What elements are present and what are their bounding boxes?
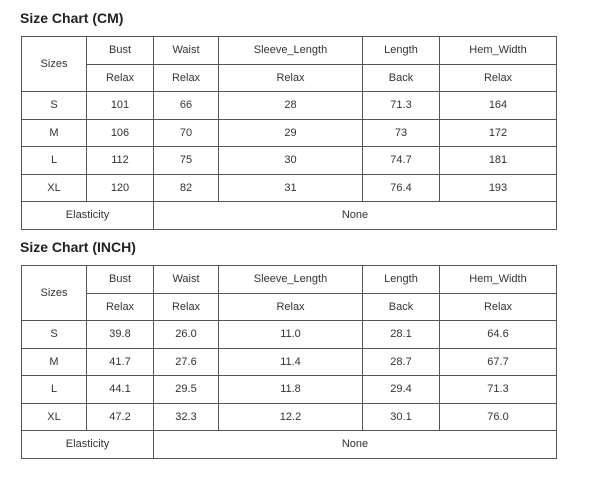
table-row xyxy=(22,348,557,376)
bust-value: 44.1 xyxy=(87,376,154,404)
table-row xyxy=(22,376,557,404)
bust-value: 120 xyxy=(87,174,154,202)
table-row xyxy=(22,403,557,431)
waist-value: 75 xyxy=(154,147,219,175)
column-header-sleeve-length: Sleeve_Length xyxy=(219,266,363,294)
length-value: 30.1 xyxy=(363,403,440,431)
length-value: 28.1 xyxy=(363,321,440,349)
waist-value: 26.0 xyxy=(154,321,219,349)
column-header-hem-width: Hem_Width xyxy=(440,37,557,65)
column-header-bust: Bust xyxy=(87,37,154,65)
length-value: 29.4 xyxy=(363,376,440,404)
hem-width-value: 181 xyxy=(440,147,557,175)
table-header-row xyxy=(22,266,557,294)
size-chart-inch-title: Size Chart (INCH) xyxy=(20,239,136,255)
length-value: 71.3 xyxy=(363,92,440,120)
hem-width-value: 172 xyxy=(440,119,557,147)
subheader-length: Back xyxy=(363,293,440,321)
sleeve-length-value: 12.2 xyxy=(219,403,363,431)
bust-value: 101 xyxy=(87,92,154,120)
bust-value: 112 xyxy=(87,147,154,175)
subheader-hem-width: Relax xyxy=(440,64,557,92)
column-header-sleeve-length: Sleeve_Length xyxy=(219,37,363,65)
subheader-waist: Relax xyxy=(154,64,219,92)
elasticity-value: None xyxy=(154,431,557,459)
sleeve-length-value: 11.8 xyxy=(219,376,363,404)
sizes-header: Sizes xyxy=(22,266,87,321)
elasticity-value: None xyxy=(154,202,557,230)
table-header-row xyxy=(22,37,557,65)
sleeve-length-value: 31 xyxy=(219,174,363,202)
waist-value: 27.6 xyxy=(154,348,219,376)
table-subheader-row xyxy=(22,64,557,92)
size-label: M xyxy=(22,348,87,376)
hem-width-value: 76.0 xyxy=(440,403,557,431)
size-chart-cm-table xyxy=(21,36,557,230)
waist-value: 29.5 xyxy=(154,376,219,404)
hem-width-value: 164 xyxy=(440,92,557,120)
size-label: S xyxy=(22,321,87,349)
subheader-hem-width: Relax xyxy=(440,293,557,321)
elasticity-row xyxy=(22,202,557,230)
size-label: XL xyxy=(22,174,87,202)
sleeve-length-value: 11.0 xyxy=(219,321,363,349)
size-label: L xyxy=(22,147,87,175)
length-value: 28.7 xyxy=(363,348,440,376)
sleeve-length-value: 28 xyxy=(219,92,363,120)
size-label: L xyxy=(22,376,87,404)
subheader-sleeve-length: Relax xyxy=(219,293,363,321)
subheader-bust: Relax xyxy=(87,293,154,321)
column-header-bust: Bust xyxy=(87,266,154,294)
sleeve-length-value: 29 xyxy=(219,119,363,147)
subheader-waist: Relax xyxy=(154,293,219,321)
size-chart-inch-table xyxy=(21,265,557,459)
waist-value: 70 xyxy=(154,119,219,147)
size-label: S xyxy=(22,92,87,120)
subheader-bust: Relax xyxy=(87,64,154,92)
size-chart-cm-title: Size Chart (CM) xyxy=(20,10,124,26)
table-row xyxy=(22,174,557,202)
column-header-length: Length xyxy=(363,266,440,294)
bust-value: 41.7 xyxy=(87,348,154,376)
length-value: 73 xyxy=(363,119,440,147)
sleeve-length-value: 11.4 xyxy=(219,348,363,376)
waist-value: 32.3 xyxy=(154,403,219,431)
sleeve-length-value: 30 xyxy=(219,147,363,175)
hem-width-value: 193 xyxy=(440,174,557,202)
bust-value: 47.2 xyxy=(87,403,154,431)
subheader-length: Back xyxy=(363,64,440,92)
table-row xyxy=(22,147,557,175)
hem-width-value: 64.6 xyxy=(440,321,557,349)
bust-value: 39.8 xyxy=(87,321,154,349)
table-row xyxy=(22,119,557,147)
sizes-header: Sizes xyxy=(22,37,87,92)
elasticity-label: Elasticity xyxy=(22,431,154,459)
waist-value: 82 xyxy=(154,174,219,202)
hem-width-value: 67.7 xyxy=(440,348,557,376)
column-header-waist: Waist xyxy=(154,37,219,65)
table-row xyxy=(22,92,557,120)
length-value: 74.7 xyxy=(363,147,440,175)
table-subheader-row xyxy=(22,293,557,321)
column-header-hem-width: Hem_Width xyxy=(440,266,557,294)
table-row xyxy=(22,321,557,349)
size-label: XL xyxy=(22,403,87,431)
waist-value: 66 xyxy=(154,92,219,120)
hem-width-value: 71.3 xyxy=(440,376,557,404)
elasticity-row xyxy=(22,431,557,459)
elasticity-label: Elasticity xyxy=(22,202,154,230)
bust-value: 106 xyxy=(87,119,154,147)
length-value: 76.4 xyxy=(363,174,440,202)
subheader-sleeve-length: Relax xyxy=(219,64,363,92)
column-header-length: Length xyxy=(363,37,440,65)
size-label: M xyxy=(22,119,87,147)
column-header-waist: Waist xyxy=(154,266,219,294)
